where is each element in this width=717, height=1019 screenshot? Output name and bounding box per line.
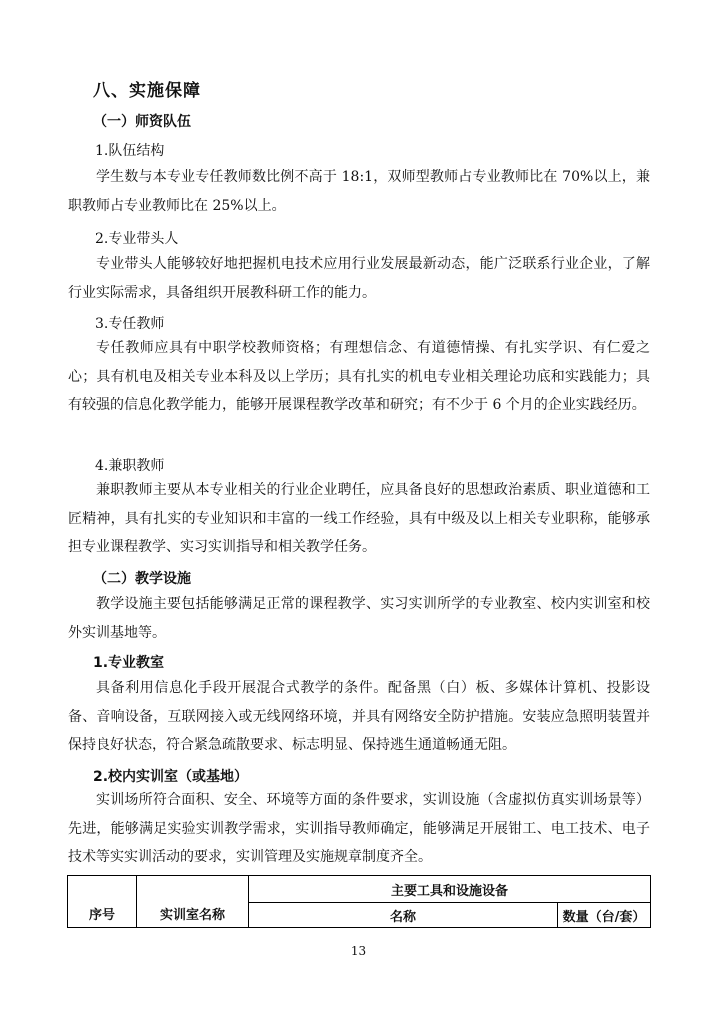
subsection-heading-faculty: （一）师资队伍: [93, 114, 191, 130]
paragraph-fulltime-teachers: 专任教师应具有中职学校教师资格；有理想信念、有道德情操、有扎实学识、有仁爱之心；具有机电及相关专业本科及以上学历；具有扎实的机电专业相关理论功底和实践能力；具有较强的信息化教学能力，能够开展课程教学改革和研究；有不少于 6 个月的企业实践经历。: [68, 340, 650, 413]
paragraph-program-leader: 专业带头人能够较好地把握机电技术应用行业发展最新动态，能广泛联系行业企业，了解行业实际需求，具备组织开展教科研工作的能力。: [68, 256, 650, 301]
item-title-classroom: 1.专业教室: [93, 655, 165, 671]
header-seq: 序号: [68, 876, 137, 928]
item-title-program-leader: 2.专业带头人: [95, 231, 179, 247]
training-room-table: [67, 875, 651, 928]
paragraph-team-structure: 学生数与本专业专任教师数比例不高于 18:1，双师型教师占专业教师比在 70%以上，兼职教师占专业教师比在 25%以上。: [68, 169, 650, 214]
item-title-training-room: 2.校内实训室（或基地）: [93, 769, 249, 785]
header-equipment-name: 名称: [249, 903, 558, 928]
subsection-heading-facilities: （二）教学设施: [93, 571, 191, 587]
page-number: 13: [350, 944, 367, 958]
header-main-equipment: 主要工具和设施设备: [249, 876, 651, 903]
paragraph-facilities-intro: 教学设施主要包括能够满足正常的课程教学、实习实训所学的专业教室、校内实训室和校外实训基地等。: [68, 596, 650, 641]
header-quantity: 数量（台/套）: [558, 903, 651, 928]
item-title-team-structure: 1.队伍结构: [95, 143, 165, 159]
paragraph-training-room: 实训场所符合面积、安全、环境等方面的条件要求，实训设施（含虚拟仿真实训场景等）先进，能够满足实验实训教学需求，实训指导教师确定，能够满足开展钳工、电工技术、电子技术等实实训活动的要求，实训管理及实施规章制度齐全。: [68, 792, 650, 865]
paragraph-parttime-teachers: 兼职教师主要从本专业相关的行业企业聘任，应具备良好的思想政治素质、职业道德和工匠精神，具有扎实的专业知识和丰富的一线工作经验，具有中级及以上相关专业职称，能够承担专业课程教学、实习实训指导和相关教学任务。: [68, 482, 650, 555]
item-title-fulltime-teachers: 3.专任教师: [95, 316, 165, 332]
paragraph-classroom: 具备利用信息化手段开展混合式教学的条件。配备黑（白）板、多媒体计算机、投影设备、音响设备，互联网接入或无线网络环境，并具有网络安全防护措施。安装应急照明装置并保持良好状态，符合紧急疏散要求、标志明显、保持逃生通道畅通无阻。: [68, 680, 650, 753]
item-title-parttime-teachers: 4.兼职教师: [95, 458, 165, 474]
section-title: 八、实施保障: [93, 81, 201, 101]
header-room-name: 实训室名称: [137, 876, 249, 928]
